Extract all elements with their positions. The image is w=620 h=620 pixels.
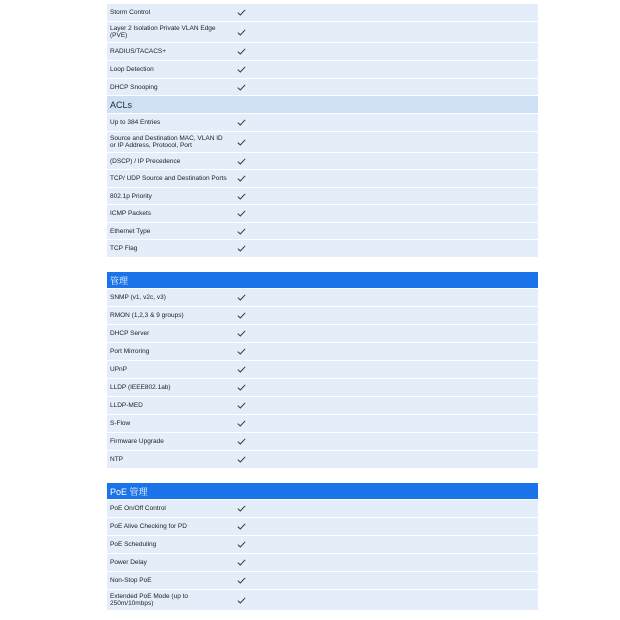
feature-row bbox=[107, 132, 538, 153]
feature-row bbox=[107, 415, 538, 433]
feature-label: ICMP Packets bbox=[110, 210, 152, 217]
feature-support-cell bbox=[230, 312, 252, 319]
feature-row bbox=[107, 500, 538, 518]
feature-label: PoE On/Off Control bbox=[110, 505, 166, 512]
feature-label: PoE Scheduling bbox=[110, 541, 157, 548]
feature-label: UPnP bbox=[110, 366, 127, 373]
checkmark-icon bbox=[237, 294, 246, 301]
feature-label: Loop Detection bbox=[110, 66, 154, 73]
feature-label: Firmware Upgrade bbox=[110, 438, 164, 445]
feature-support-cell bbox=[230, 384, 252, 391]
feature-support-cell bbox=[230, 158, 252, 165]
feature-row bbox=[107, 289, 538, 307]
feature-support-cell bbox=[230, 9, 252, 16]
feature-label: TCP Flag bbox=[110, 245, 138, 252]
management-rows bbox=[107, 289, 538, 469]
checkmark-icon bbox=[237, 119, 246, 126]
feature-support-cell bbox=[230, 505, 252, 512]
feature-label: (DSCP) / IP Precedence bbox=[110, 157, 181, 165]
feature-support-cell bbox=[230, 193, 252, 200]
feature-row bbox=[107, 451, 538, 469]
acls-title: ACLs bbox=[110, 99, 133, 110]
feature-row bbox=[107, 325, 538, 343]
feature-support-cell bbox=[230, 175, 252, 182]
feature-label: Extended PoE Mode (up to 250m/10mbps) bbox=[110, 593, 189, 607]
checkmark-icon bbox=[237, 158, 246, 165]
feature-support-cell bbox=[230, 559, 252, 566]
feature-label: DHCP Snooping bbox=[110, 83, 158, 91]
feature-row bbox=[107, 4, 538, 22]
feature-support-cell bbox=[230, 228, 252, 235]
checkmark-icon bbox=[237, 348, 246, 355]
checkmark-icon bbox=[237, 541, 246, 548]
feature-label: RMON (1,2,3 & 9 groups) bbox=[110, 312, 184, 319]
feature-row bbox=[107, 572, 538, 590]
checkmark-icon bbox=[237, 228, 246, 235]
feature-row bbox=[107, 170, 538, 188]
feature-row bbox=[107, 43, 538, 61]
feature-label: RADIUS/TACACS+ bbox=[110, 48, 167, 55]
checkmark-icon bbox=[237, 597, 246, 604]
feature-row bbox=[107, 114, 538, 132]
poe-management-title: PoE 管理 bbox=[110, 486, 148, 497]
checkmark-icon bbox=[237, 420, 246, 427]
feature-support-cell bbox=[230, 29, 252, 36]
feature-support-cell bbox=[230, 577, 252, 584]
checkmark-icon bbox=[237, 84, 246, 91]
feature-label: NTP bbox=[110, 456, 123, 463]
feature-label: 802.1p Priority bbox=[110, 192, 152, 200]
checkmark-icon bbox=[237, 245, 246, 252]
feature-support-cell bbox=[230, 139, 252, 146]
checkmark-icon bbox=[237, 523, 246, 530]
checkmark-icon bbox=[237, 48, 246, 55]
feature-label: Source and Destination MAC, VLAN ID or IP Address, Protocol, Port bbox=[110, 135, 223, 149]
poe-management-rows bbox=[107, 500, 538, 611]
feature-support-cell bbox=[230, 119, 252, 126]
acls-subheader bbox=[107, 96, 538, 114]
feature-label: LLDP (IEEE802.1ab) bbox=[110, 384, 171, 391]
acls-rows bbox=[107, 114, 538, 258]
feature-row bbox=[107, 79, 538, 96]
feature-row bbox=[107, 61, 538, 79]
feature-support-cell bbox=[230, 48, 252, 55]
feature-label: Layer 2 Isolation Private VLAN Edge (PVE) bbox=[110, 25, 216, 39]
checkmark-icon bbox=[237, 9, 246, 16]
feature-row bbox=[107, 153, 538, 170]
checkmark-icon bbox=[237, 139, 246, 146]
feature-label: LLDP-MED bbox=[110, 402, 143, 409]
checkmark-icon bbox=[237, 193, 246, 200]
feature-row bbox=[107, 379, 538, 397]
checkmark-icon bbox=[237, 456, 246, 463]
feature-label: PoE Alive Checking for PD bbox=[110, 523, 187, 530]
feature-support-cell bbox=[230, 348, 252, 355]
feature-row bbox=[107, 397, 538, 415]
feature-label: TCP/ UDP Source and Destination Ports bbox=[110, 175, 227, 182]
feature-support-cell bbox=[230, 294, 252, 301]
feature-row bbox=[107, 433, 538, 451]
feature-support-cell bbox=[230, 366, 252, 373]
checkmark-icon bbox=[237, 384, 246, 391]
feature-label: Non-Stop PoE bbox=[110, 577, 152, 584]
checkmark-icon bbox=[237, 366, 246, 373]
management-title: 管理 bbox=[110, 275, 129, 286]
checkmark-icon bbox=[237, 559, 246, 566]
poe-management-section-header bbox=[107, 483, 538, 500]
feature-label: DHCP Server bbox=[110, 330, 150, 337]
feature-label: SNMP (v1, v2c, v3) bbox=[110, 294, 166, 301]
feature-support-cell bbox=[230, 597, 252, 604]
feature-row bbox=[107, 205, 538, 223]
feature-label: Up to 384 Entries bbox=[110, 119, 161, 126]
feature-row bbox=[107, 22, 538, 43]
feature-label: Port Mirroring bbox=[110, 348, 150, 355]
checkmark-icon bbox=[237, 438, 246, 445]
feature-row bbox=[107, 307, 538, 325]
checkmark-icon bbox=[237, 402, 246, 409]
checkmark-icon bbox=[237, 577, 246, 584]
checkmark-icon bbox=[237, 330, 246, 337]
feature-row bbox=[107, 361, 538, 379]
feature-row bbox=[107, 240, 538, 258]
feature-label: Power Delay bbox=[110, 559, 147, 566]
checkmark-icon bbox=[237, 66, 246, 73]
feature-support-cell bbox=[230, 523, 252, 530]
feature-support-cell bbox=[230, 402, 252, 409]
feature-support-cell bbox=[230, 245, 252, 252]
feature-label: Ethernet Type bbox=[110, 227, 151, 235]
feature-row bbox=[107, 554, 538, 572]
feature-support-cell bbox=[230, 210, 252, 217]
feature-label: S-Flow bbox=[110, 420, 131, 427]
checkmark-icon bbox=[237, 312, 246, 319]
checkmark-icon bbox=[237, 210, 246, 217]
management-table bbox=[107, 272, 538, 469]
feature-row bbox=[107, 518, 538, 536]
feature-support-cell bbox=[230, 438, 252, 445]
poe-management-table bbox=[107, 483, 538, 611]
feature-support-cell bbox=[230, 420, 252, 427]
feature-support-cell bbox=[230, 66, 252, 73]
feature-label: Storm Control bbox=[110, 9, 151, 16]
feature-support-cell bbox=[230, 541, 252, 548]
checkmark-icon bbox=[237, 29, 246, 36]
feature-row bbox=[107, 536, 538, 554]
feature-row bbox=[107, 343, 538, 361]
feature-row bbox=[107, 590, 538, 611]
feature-support-cell bbox=[230, 456, 252, 463]
management-section-header bbox=[107, 272, 538, 289]
checkmark-icon bbox=[237, 505, 246, 512]
security-table bbox=[107, 4, 538, 258]
checkmark-icon bbox=[237, 175, 246, 182]
security-rows bbox=[107, 4, 538, 96]
feature-support-cell bbox=[230, 330, 252, 337]
feature-row bbox=[107, 223, 538, 240]
feature-row bbox=[107, 188, 538, 205]
feature-support-cell bbox=[230, 84, 252, 91]
